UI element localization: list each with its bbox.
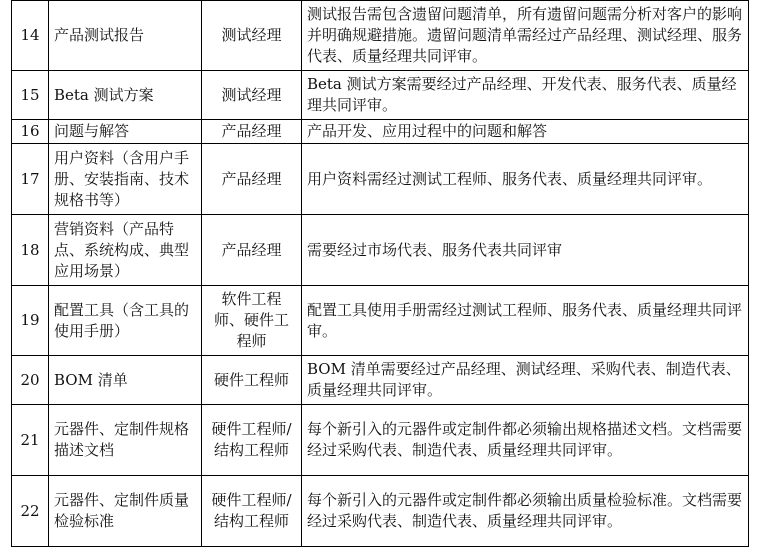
deliverable-name: 元器件、定制件规格描述文档 bbox=[49, 405, 202, 476]
row-number: 16 bbox=[12, 120, 49, 144]
review-requirement: 配置工具使用手册需经过测试工程师、服务代表、质量经理共同评审。 bbox=[302, 286, 749, 356]
owner-role: 测试经理 bbox=[202, 71, 302, 120]
owner-role: 硬件工程师 bbox=[202, 356, 302, 405]
deliverable-name: Beta 测试方案 bbox=[49, 71, 202, 120]
deliverable-name: 产品测试报告 bbox=[49, 1, 202, 71]
owner-role: 产品经理 bbox=[202, 215, 302, 286]
deliverable-name: 营销资料（产品特点、系统构成、典型应用场景） bbox=[49, 215, 202, 286]
row-number: 22 bbox=[12, 476, 49, 547]
review-requirement: 产品开发、应用过程中的问题和解答 bbox=[302, 120, 749, 144]
deliverable-name: 问题与解答 bbox=[49, 120, 202, 144]
row-number: 19 bbox=[12, 286, 49, 356]
deliverable-name: BOM 清单 bbox=[49, 356, 202, 405]
deliverable-name: 配置工具（含工具的使用手册） bbox=[49, 286, 202, 356]
row-number: 21 bbox=[12, 405, 49, 476]
review-requirement: 每个新引入的元器件或定制件都必须输出质量检验标准。文档需要经过采购代表、制造代表、质量经理共同评审。 bbox=[302, 476, 749, 547]
table-row bbox=[12, 215, 749, 286]
review-requirement: 每个新引入的元器件或定制件都必须输出规格描述文档。文档需要经过采购代表、制造代表、质量经理共同评审。 bbox=[302, 405, 749, 476]
table-row bbox=[12, 144, 749, 215]
owner-role: 测试经理 bbox=[202, 1, 302, 71]
review-requirement: BOM 清单需要经过产品经理、测试经理、采购代表、制造代表、质量经理共同评审。 bbox=[302, 356, 749, 405]
table-row bbox=[12, 405, 749, 476]
table-row bbox=[12, 1, 749, 71]
review-requirement: 测试报告需包含遗留问题清单，所有遗留问题需分析对客户的影响并明确规避措施。遗留问题清单需经过产品经理、测试经理、服务代表、质量经理共同评审。 bbox=[302, 1, 749, 71]
owner-role: 产品经理 bbox=[202, 144, 302, 215]
review-requirement: Beta 测试方案需要经过产品经理、开发代表、服务代表、质量经理共同评审。 bbox=[302, 71, 749, 120]
deliverable-name: 用户资料（含用户手册、安装指南、技术规格书等） bbox=[49, 144, 202, 215]
review-requirement: 需要经过市场代表、服务代表共同评审 bbox=[302, 215, 749, 286]
table-row bbox=[12, 286, 749, 356]
table-row bbox=[12, 71, 749, 120]
table-row bbox=[12, 356, 749, 405]
row-number: 17 bbox=[12, 144, 49, 215]
owner-role: 硬件工程师/结构工程师 bbox=[202, 405, 302, 476]
table-row bbox=[12, 476, 749, 547]
owner-role: 软件工程师、硬件工程师 bbox=[202, 286, 302, 356]
table-row bbox=[12, 120, 749, 144]
row-number: 14 bbox=[12, 1, 49, 71]
deliverables-table bbox=[11, 0, 749, 547]
owner-role: 产品经理 bbox=[202, 120, 302, 144]
deliverable-name: 元器件、定制件质量检验标准 bbox=[49, 476, 202, 547]
row-number: 18 bbox=[12, 215, 49, 286]
owner-role: 硬件工程师/结构工程师 bbox=[202, 476, 302, 547]
review-requirement: 用户资料需经过测试工程师、服务代表、质量经理共同评审。 bbox=[302, 144, 749, 215]
row-number: 15 bbox=[12, 71, 49, 120]
row-number: 20 bbox=[12, 356, 49, 405]
